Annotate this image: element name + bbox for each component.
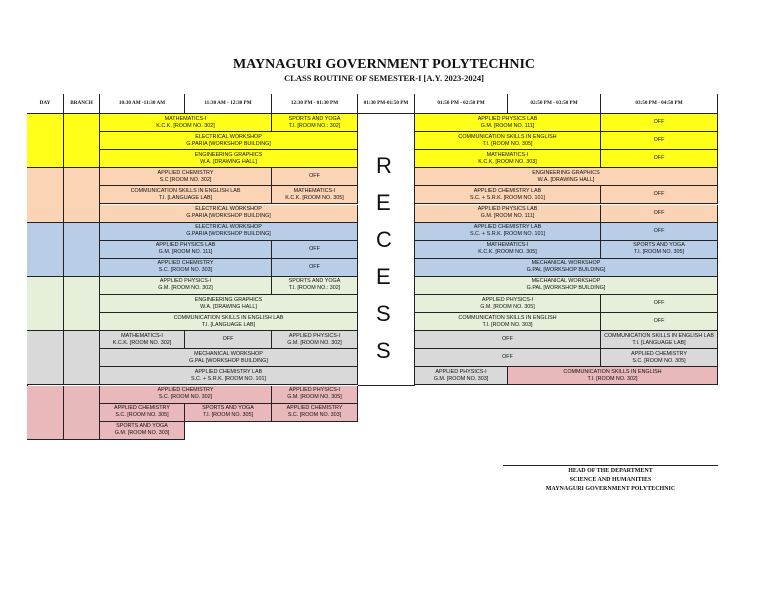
teacher-room-label: K.C.K. [ROOM NO. 305]: [285, 194, 344, 201]
header-p5: 02:50 PM - 03:50 PM: [508, 94, 601, 114]
branch-cell-6: [64, 386, 100, 440]
schedule-cell: [601, 114, 718, 132]
schedule-cell: [601, 223, 718, 241]
schedule-cell: [415, 150, 601, 168]
schedule-cell: [100, 259, 272, 277]
subject-label: COMMUNICATION SKILLS IN ENGLISH: [458, 314, 557, 321]
schedule-cell: [415, 205, 601, 223]
teacher-room-label: W.A. [DRAWING HALL]: [537, 176, 595, 183]
teacher-room-label: G.M. [ROOM NO. 303]: [433, 375, 489, 382]
recess-letter: E: [376, 264, 391, 289]
schedule-cell: [601, 186, 718, 204]
subject-label: APPLIED PHYSICS LAB: [477, 206, 538, 213]
subject-label: APPLIED CHEMISTRY LAB: [473, 187, 542, 194]
schedule-cell: [100, 277, 272, 295]
subject-label: APPLIED CHEMISTRY LAB: [473, 224, 542, 231]
schedule-cell: [272, 114, 358, 132]
teacher-room-label: G.M. [ROOM NO. 305]: [480, 303, 535, 310]
header-recess: 01:30 PM-01:50 PM: [358, 94, 415, 114]
teacher-room-label: G.PAL [WORKSHOP BUILDING]: [526, 267, 606, 274]
teacher-room-label: G.PAL [WORKSHOP BUILDING]: [189, 357, 268, 364]
schedule-cell: [100, 186, 272, 204]
schedule-cell: [415, 223, 601, 241]
subject-label: ENGINEERING GRAPHICS: [194, 296, 263, 303]
schedule-cell: [100, 241, 272, 259]
schedule-cell: [601, 150, 718, 168]
schedule-cell: [415, 186, 601, 204]
subject-label: SPORTS AND YOGA: [633, 242, 685, 249]
schedule-cell: [100, 331, 185, 349]
teacher-room-label: T.I. [LANGUAGE LAB]: [632, 339, 686, 346]
teacher-room-label: G.PARIA [WORKSHOP BUILDING]: [186, 213, 271, 220]
schedule-cell: [415, 132, 601, 150]
schedule-cell: [415, 313, 601, 331]
subject-label: OFF: [309, 173, 320, 180]
teacher-room-label: S.C. + S.R.K. [ROOM NO. 101]: [190, 375, 267, 382]
teacher-room-label: S.C. + S.R.K. [ROOM NO. 101]: [469, 194, 546, 201]
branch-cell-3: [64, 223, 100, 277]
signature-block: [503, 465, 718, 494]
teacher-room-label: G.M. [ROOM NO. 303]: [114, 430, 170, 437]
subject-label: OFF: [653, 137, 665, 144]
subject-label: ELECTRICAL WORKSHOP: [195, 224, 262, 231]
subject-label: OFF: [309, 245, 320, 252]
day-cell-2: [27, 168, 64, 222]
teacher-room-label: G.M. [ROOM NO. 111]: [158, 249, 213, 256]
branch-cell-4: [64, 277, 100, 331]
schedule-cell: [415, 168, 718, 186]
header-p6: 03:50 PM - 04:50 PM: [601, 94, 718, 114]
recess-letter: E: [376, 190, 391, 215]
header-p4: 01:50 PM - 02:50 PM: [415, 94, 508, 114]
schedule-cell: [100, 150, 358, 168]
schedule-cell: [272, 241, 358, 259]
schedule-cell: [415, 295, 601, 313]
schedule-cell: [415, 114, 601, 132]
subject-label: APPLIED CHEMISTRY: [157, 169, 214, 176]
subject-label: MATHEMATICS-I: [486, 151, 529, 158]
schedule-cell: [601, 295, 718, 313]
subject-label: ENGINEERING GRAPHICS: [532, 169, 600, 176]
teacher-room-label: G.M. [ROOM NO. 111]: [480, 122, 535, 129]
schedule-cell: [272, 186, 358, 204]
schedule-cell: [100, 114, 272, 132]
subject-label: APPLIED PHYSICS LAB: [477, 115, 538, 122]
recess-letter: S: [376, 338, 391, 363]
branch-cell-5: [64, 331, 100, 385]
subject-label: OFF: [653, 209, 665, 216]
teacher-room-label: T.I. [ROOM NO. 305]: [482, 140, 533, 147]
subject-label: APPLIED PHYSICS-I: [435, 368, 487, 375]
day-cell-3: [27, 223, 64, 277]
teacher-room-label: G.PAL [WORKSHOP BUILDING]: [526, 285, 606, 292]
subject-label: APPLIED PHYSICS-I: [481, 296, 534, 303]
teacher-room-label: S.C. [ROOM NO. 302]: [158, 394, 213, 401]
teacher-room-label: T.I. [LANGUAGE LAB]: [201, 321, 256, 328]
header-day: DAY: [27, 94, 64, 114]
subject-label: MECHANICAL WORKSHOP: [194, 350, 263, 357]
schedule-cell: [415, 367, 508, 385]
subject-label: MATHEMATICS-I: [486, 242, 529, 249]
subject-label: OFF: [502, 336, 513, 343]
subject-label: OFF: [653, 300, 665, 307]
branch-cell-2: [64, 168, 100, 222]
document-subtitle: CLASS ROUTINE OF SEMESTER-I [A.Y. 2023-2024]: [284, 73, 484, 83]
schedule-cell: [415, 241, 601, 259]
subject-label: OFF: [653, 318, 665, 325]
signature-line-1: HEAD OF THE DEPARTMENT: [568, 468, 653, 474]
header-p3: 12:30 PM - 01:30 PM: [272, 94, 358, 114]
schedule-cell: [272, 404, 358, 422]
recess-column: [358, 114, 415, 386]
signature-line-2: SCIENCE AND HUMANITIES: [569, 477, 652, 483]
teacher-room-label: T.I. [ROOM NO. 302]: [587, 375, 638, 382]
subject-label: SPORTS AND YOGA: [288, 278, 341, 285]
teacher-room-label: G.M. [ROOM NO. 302]: [287, 339, 342, 346]
subject-label: OFF: [653, 227, 665, 234]
teacher-room-label: W.A. [DRAWING HALL]: [200, 303, 257, 310]
teacher-room-label: W.A. [DRAWING HALL]: [200, 158, 257, 165]
schedule-cell: [272, 168, 358, 186]
header-branch: BRANCH: [64, 94, 100, 114]
subject-label: APPLIED CHEMISTRY: [286, 405, 343, 412]
document-title: MAYNAGURI GOVERNMENT POLYTECHNIC: [232, 57, 536, 72]
schedule-cell: [100, 132, 358, 150]
schedule-cell: [100, 168, 272, 186]
subject-label: MECHANICAL WORKSHOP: [531, 278, 601, 285]
teacher-room-label: G.M. [ROOM NO. 111]: [480, 213, 535, 220]
schedule-cell: [415, 349, 601, 367]
schedule-cell: [100, 313, 358, 331]
subject-label: SPORTS AND YOGA: [202, 405, 254, 412]
day-cell-6: [27, 386, 64, 440]
subject-label: COMMUNICATION SKILLS IN ENGLISH LAB: [130, 187, 241, 194]
subject-label: APPLIED CHEMISTRY LAB: [194, 368, 263, 375]
subject-label: COMMUNICATION SKILLS IN ENGLISH: [563, 368, 662, 375]
subject-label: COMMUNICATION SKILLS IN ENGLISH LAB: [173, 314, 284, 321]
schedule-cell: [100, 404, 185, 422]
subject-label: APPLIED PHYSICS-I: [288, 387, 341, 394]
routine-table: [27, 94, 718, 440]
schedule-cell: [185, 331, 272, 349]
subject-label: ENGINEERING GRAPHICS: [194, 151, 263, 158]
teacher-room-label: S.C. [ROOM NO. 303]: [158, 267, 213, 274]
teacher-room-label: T.I. [ROOM NO. 303]: [482, 321, 533, 328]
teacher-room-label: S.C. [ROOM NO. 305]: [115, 412, 169, 419]
teacher-room-label: T.I. [ROOM NO.: 302]: [288, 122, 341, 129]
schedule-cell: [100, 295, 358, 313]
schedule-cell: [100, 205, 358, 223]
teacher-room-label: S.C [ROOM NO. 302]: [159, 176, 212, 183]
subject-label: APPLIED PHYSICS LAB: [155, 242, 216, 249]
schedule-cell: [601, 241, 718, 259]
subject-label: COMMUNICATION SKILLS IN ENGLISH LAB: [604, 332, 714, 339]
day-cell-5: [27, 331, 64, 385]
subject-label: APPLIED CHEMISTRY: [157, 260, 214, 267]
recess-letter: C: [376, 227, 392, 252]
schedule-cell: [100, 349, 358, 367]
teacher-room-label: S.C. [ROOM NO. 305]: [632, 357, 686, 364]
teacher-room-label: G.PARIA [WORKSHOP BUILDING]: [186, 140, 271, 147]
day-cell-1: [27, 114, 64, 168]
schedule-cell: [601, 331, 718, 349]
schedule-cell: [272, 331, 358, 349]
schedule-cell: [100, 367, 358, 385]
schedule-cell: [100, 386, 272, 404]
schedule-cell: [100, 422, 185, 440]
day-cell-4: [27, 277, 64, 331]
header-p2: 11:30 AM - 12:30 PM: [185, 94, 272, 114]
schedule-cell: [415, 259, 718, 277]
subject-label: SPORTS AND YOGA: [288, 115, 341, 122]
subject-label: COMMUNICATION SKILLS IN ENGLISH: [458, 133, 557, 140]
schedule-cell: [272, 386, 358, 404]
teacher-room-label: G.PARIA [WORKSHOP BUILDING]: [186, 231, 271, 238]
teacher-room-label: K.C.K. [ROOM NO. 302]: [112, 339, 172, 346]
subject-label: APPLIED CHEMISTRY: [114, 405, 170, 412]
subject-label: MATHEMATICS-I: [164, 115, 207, 122]
signature-line-3: MAYNAGURI GOVERNMENT POLYTECHNIC: [545, 486, 676, 492]
teacher-room-label: S.C. [ROOM NO. 303]: [287, 412, 342, 419]
schedule-cell: [100, 223, 358, 241]
branch-cell-1: [64, 114, 100, 168]
teacher-room-label: G.M. [ROOM NO. 305]: [287, 394, 342, 401]
subject-label: MATHEMATICS-I: [293, 187, 336, 194]
subject-label: MATHEMATICS-I: [121, 332, 163, 339]
teacher-room-label: K.C.K. [ROOM NO. 305]: [478, 249, 537, 256]
subject-label: SPORTS AND YOGA: [116, 423, 168, 430]
subject-label: OFF: [653, 155, 665, 162]
subject-label: OFF: [502, 354, 513, 361]
teacher-room-label: T.I. [LANGUAGE LAB]: [158, 194, 213, 201]
subject-label: OFF: [222, 336, 234, 343]
teacher-room-label: T.I. [ROOM NO. 305]: [202, 412, 254, 419]
schedule-cell: [601, 313, 718, 331]
teacher-room-label: T.I. [ROOM NO.: 302]: [288, 285, 341, 292]
subject-label: ELECTRICAL WORKSHOP: [195, 133, 262, 140]
schedule-cell: [415, 277, 718, 295]
subject-label: APPLIED CHEMISTRY: [631, 350, 687, 357]
subject-label: MECHANICAL WORKSHOP: [531, 260, 601, 267]
teacher-room-label: T.I. [ROOM NO. 305]: [633, 249, 685, 256]
schedule-cell: [601, 132, 718, 150]
schedule-cell: [272, 277, 358, 295]
subject-label: OFF: [653, 191, 665, 198]
teacher-room-label: G.M. [ROOM NO. 302]: [158, 285, 213, 292]
subject-label: APPLIED PHYSICS-I: [288, 332, 341, 339]
teacher-room-label: S.C. + S.R.K. [ROOM NO. 101]: [469, 231, 546, 238]
schedule-cell: [272, 259, 358, 277]
teacher-room-label: K.C.K. [ROOM NO. 302]: [156, 122, 215, 129]
subject-label: OFF: [653, 119, 665, 126]
header-p1: 10:30 AM -11:30 AM: [100, 94, 185, 114]
subject-label: APPLIED CHEMISTRY: [157, 387, 214, 394]
recess-letter: S: [376, 301, 391, 326]
subject-label: OFF: [309, 263, 320, 270]
subject-label: ELECTRICAL WORKSHOP: [195, 206, 262, 213]
schedule-cell: [185, 404, 272, 422]
schedule-cell: [601, 349, 718, 367]
schedule-cell: [508, 367, 718, 385]
recess-letter: R: [376, 153, 392, 178]
schedule-cell: [415, 331, 601, 349]
subject-label: APPLIED PHYSICS-I: [159, 278, 212, 285]
teacher-room-label: K.C.K. [ROOM NO. 303]: [478, 158, 537, 165]
schedule-cell: [601, 205, 718, 223]
